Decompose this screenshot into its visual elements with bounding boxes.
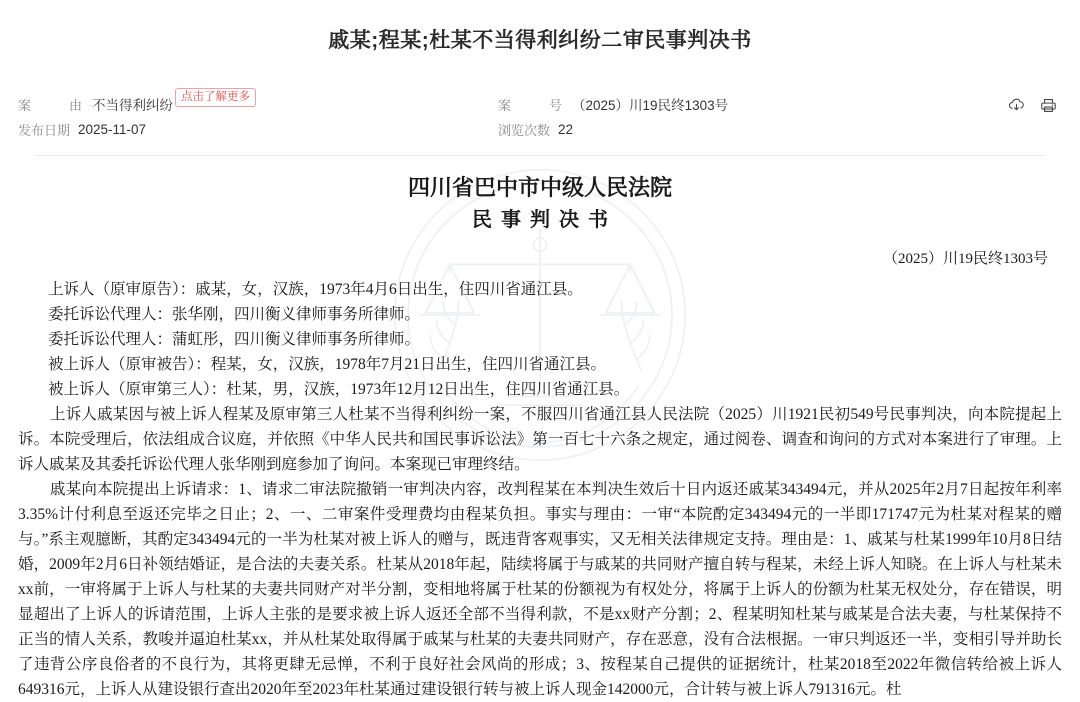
meta-divider (36, 155, 1044, 156)
printer-icon[interactable] (1039, 96, 1058, 115)
party-line: 委托诉讼代理人：蒲虹彤，四川衡义律师事务所律师。 (48, 331, 421, 349)
document-content (18, 172, 1062, 702)
party-line: 委托诉讼代理人：张华刚，四川衡义律师事务所律师。 (48, 306, 421, 324)
document-case-number: （2025）川19民终1303号 (882, 251, 1048, 268)
document-kind: 民事判决书 (472, 209, 617, 232)
cause-field (18, 90, 498, 114)
party-line: 上诉人（原审原告）：戚某，女，汉族，1973年4月6日出生，住四川省通江县。 (48, 281, 583, 299)
document-area (0, 172, 1080, 702)
court-name: 四川省巴中市中级人民法院 (407, 175, 672, 201)
views-value: 22 (558, 122, 574, 138)
party-line: 被上诉人（原审第三人）：杜某，男，汉族，1973年12月12日出生，住四川省通江县。 (48, 381, 630, 399)
views-label: 浏览次数 (498, 123, 551, 139)
cause-label: 案 由 (18, 97, 87, 113)
meta-row-primary (18, 90, 1062, 120)
meta-block (0, 90, 1080, 156)
case-number-field (498, 94, 928, 114)
document-actions (1007, 96, 1058, 115)
body-paragraph: 上诉人戚某因与被上诉人程某及原审第三人杜某不当得利纠纷一案，不服四川省通江县人民法院（2025）川1921民初549号民事判决，向本院提起上诉。本院受理后，依法组成合议庭，并依照《中华人民共和国民事诉讼法》第一百七十六条之规定，通过阅卷、调查和询问的方式对本案进行了审理。上诉人戚某及其委托诉讼代理人张华刚到庭参加了询问。本案现已审理终结。 (18, 406, 1062, 474)
publish-date-label: 发布日期 (18, 123, 71, 139)
cause-value: 不当得利纠纷 (92, 98, 174, 114)
party-list (18, 277, 1062, 402)
case-number-label: 案 号 (498, 97, 567, 113)
meta-row-secondary (18, 120, 1062, 146)
views-field (498, 120, 928, 139)
learn-more-badge[interactable]: 点击了解更多 (175, 88, 256, 107)
party-line: 被上诉人（原审被告）：程某，女，汉族，1978年7月21日出生，住四川省通江县。 (48, 356, 607, 374)
case-number-value: （2025）川19民终1303号 (572, 98, 729, 114)
cloud-download-icon[interactable] (1007, 96, 1026, 115)
publish-date-value: 2025-11-07 (78, 122, 147, 138)
publish-date-field (18, 120, 498, 139)
page-title: 戚某;程某;杜某不当得利纠纷二审民事判决书 (328, 29, 752, 52)
body-paragraph: 戚某向本院提出上诉请求：1、请求二审法院撤销一审判决内容，改判程某在本判决生效后十日内返还戚某343494元，并从2025年2月7日起按年利率3.35%计付利息至返还完毕之日止；2、一、二审案件受理费均由程某负担。事实与理由：一审“本院酌定343494元的一半即171747元为杜某对程某的赠与。”系主观臆断，其酌定343494元的一半为杜某对被上诉人的赠与，既违背客观事实，又无相关法律规定支持。理由是：1、戚某与杜某1999年10月8日结婚，2009年2月6日补领结婚证，是合法的夫妻关系。杜某从2018年起，陆续将属于与戚某的共同财产擅自转与程某，未经上诉人知晓。在上诉人与杜某未xx前，一审将属于上诉人与杜某的夫妻共同财产对半分割，变相地将属于杜某的份额视为有权处分，将属于上诉人的份额为杜某无权处分，存在错误，明显超出了上诉人的诉请范围，上诉人主张的是要求被上诉人返还全部不当得利款，不是xx财产分割；2、程某明知杜某与戚某是合法夫妻，与杜某保持不正当的情人关系，教唆并逼迫杜某xx，并从杜某处取得属于戚某与杜某的夫妻共同财产，存在恶意，没有合法根据。一审只判返还一半，变相引导并助长了违背公序良俗者的不良行为，其将更肆无忌惮，不利于良好社会风尚的形成；3、按程某自己提供的证据统计，杜某2018至2022年微信转给被上诉人649316元，上诉人从建设银行查出2020年至2023年杜某通过建设银行转与被上诉人现金142000元，合计转与被上诉人791316元。杜 (18, 481, 1062, 699)
